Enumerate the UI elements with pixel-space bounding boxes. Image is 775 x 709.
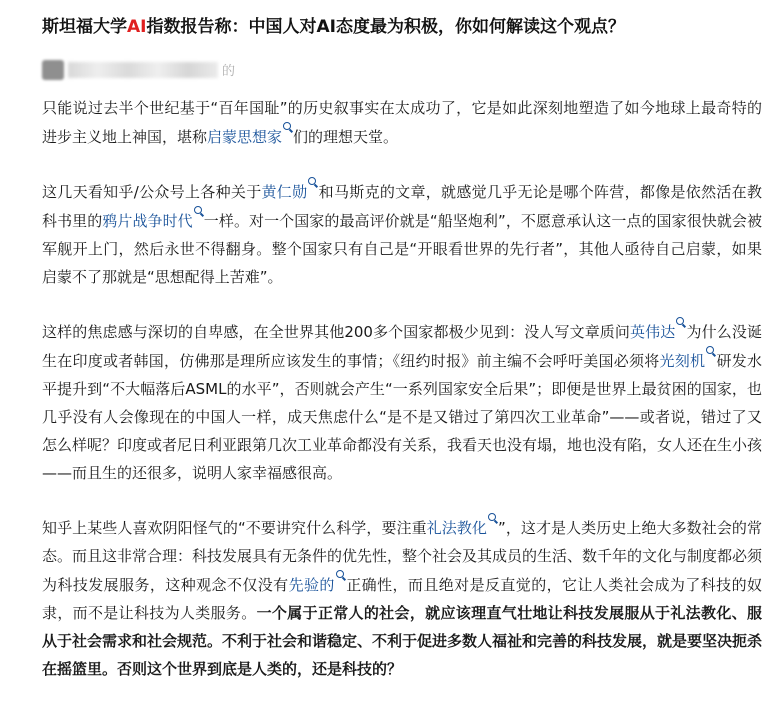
keyword-link-text: 英伟达 — [630, 323, 676, 341]
author-row[interactable] — [42, 58, 242, 82]
keyword-link-text: 礼法教化 — [426, 519, 487, 537]
search-icon[interactable] — [283, 122, 293, 136]
search-icon[interactable] — [194, 206, 204, 220]
question-title-prefix: 斯坦福大学 — [42, 17, 127, 37]
keyword-link-text: 鸦片战争时代 — [102, 212, 193, 230]
keyword-search-link[interactable] — [660, 352, 717, 370]
text-run: 一样。对一个国家的最高评价就是“船坚炮利”，不愿意承认这一点的国家很快就会被军舰开上门，然后永世不得翻身。整个国家只有自己是“开眼看世界的先行者”，其他人亟待自己启蒙，如果启蒙不了那就是“思想配得上苦难”。 — [42, 212, 762, 286]
search-icon[interactable] — [308, 177, 318, 191]
question-title-suffix: 指数报告称：中国人对AI态度最为积极，你如何解读这个观点？ — [146, 17, 625, 37]
text-run: 们的理想天堂。 — [293, 128, 399, 146]
question-title[interactable] — [42, 14, 762, 40]
keyword-search-link[interactable] — [630, 323, 686, 341]
keyword-link-text: 黄仁勋 — [261, 183, 308, 201]
keyword-search-link[interactable] — [262, 183, 319, 201]
keyword-search-link[interactable] — [102, 212, 203, 230]
text-run: 和马斯克的文章，就感觉几乎无论是哪个阵营，都像是依然活在教科书里的 — [42, 183, 762, 230]
search-icon[interactable] — [706, 346, 716, 360]
author-name-blurred[interactable] — [68, 62, 218, 78]
answer-paragraph — [42, 317, 762, 487]
answer-paragraph — [42, 513, 762, 683]
text-run: 只能说过去半个世纪基于“百年国耻”的历史叙事实在太成功了，它是如此深刻地塑造了如今地球上最奇特的进步主义地上神国，堪称 — [42, 99, 762, 146]
answer-content — [42, 94, 762, 709]
emphasized-text: 一个属于正常人的社会，就应该理直气壮地让科技发展服从于礼法教化、服从于社会需求和社会规范。不利于社会和谐稳定、不利于促进多数人福祉和完善的科技发展，就是要坚决扼杀在摇篮里。否则这个世界到底是人类的，还是科技的？ — [42, 604, 763, 678]
text-run: ”，这才是人类历史上绝大多数社会的常态。而且这非常合理：科技发展具有无条件的优先性，整个社会及其成员的生活、数千年的文化与制度都必须为科技发展服务，这种观念不仅没有 — [42, 519, 763, 594]
search-icon[interactable] — [676, 317, 686, 331]
search-icon[interactable] — [336, 570, 346, 584]
keyword-search-link[interactable] — [289, 576, 346, 594]
keyword-search-link[interactable] — [207, 128, 293, 146]
answer-paragraph — [42, 177, 762, 291]
search-icon[interactable] — [488, 513, 498, 527]
text-run: 知乎上某些人喜欢阴阳怪气的“不要讲究什么科学，要注重 — [42, 519, 427, 537]
author-avatar[interactable] — [42, 60, 64, 80]
answer-paragraph — [42, 94, 762, 151]
author-suffix: 的 — [222, 64, 236, 79]
keyword-link-text: 启蒙思想家 — [207, 128, 283, 146]
question-title-ai-highlight: AI — [127, 17, 147, 37]
text-run: 这样的焦虑感与深切的自卑感，在全世界其他200多个国家都极少见到：没人写文章质问 — [42, 323, 631, 341]
text-run: 研发水平提升到“不大幅落后ASML的水平”，否则就会产生“一系列国家安全后果”；即便是世界上最贫困的国家，也几乎没有人会像现在的中国人一样，成天焦虑什么“是不是又错过了第四次工业革命”——或者说，错过了又怎么样呢？印度或者尼日利亚跟第几次工业革命都没有关系，我看天也没有塌，地也没有陷，女人还在生小孩——而且生的还很多，说明人家幸福感很高。 — [42, 352, 763, 482]
keyword-search-link[interactable] — [427, 519, 498, 537]
keyword-link-text: 光刻机 — [659, 352, 706, 370]
text-run: 这几天看知乎/公众号上各种关于 — [42, 183, 262, 201]
keyword-link-text: 先验的 — [288, 576, 335, 594]
text-run: 为什么没诞生在印度或者韩国，仿佛那是理所应该发生的事情；《纽约时报》前主编不会呼吁美国必须将 — [42, 323, 762, 370]
text-run: 正确性，而且绝对是反直觉的，它让人类社会成为了科技的奴隶，而不是让科技为人类服务。 — [42, 576, 762, 622]
